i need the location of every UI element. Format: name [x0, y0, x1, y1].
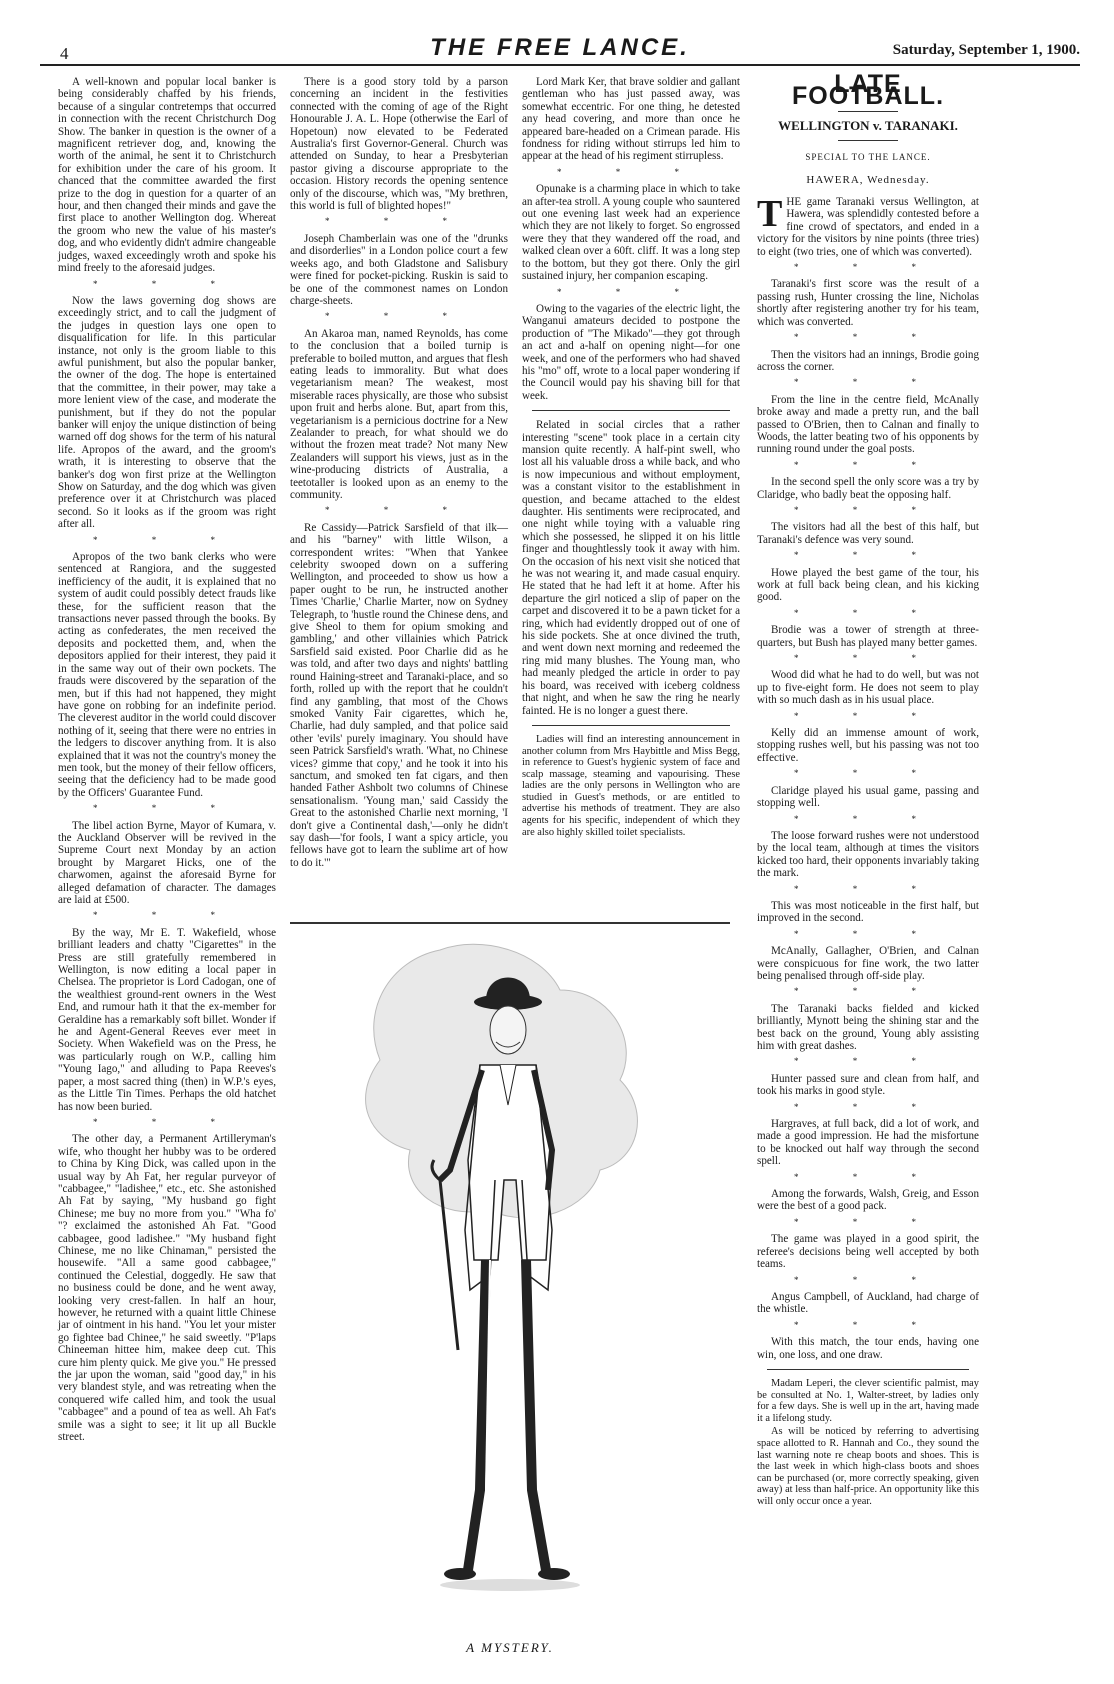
- paragraph: A well-known and popular local banker is being considerably chaffed by his friends, because of a singular contretemps that occurred in connection with the recent Christchurch Dog Show. The banker in question is the owner of a magnificent retriever dog, and, knowing the worth of the animal, he sent it to Christchurch for exhibition under the care of his groom. It chanced that the committee awarded the first prize to the dog in question for a quarter of an hour, and then changed their minds and gave the first place to another Wellington dog. Whereat the groom who new the value of his master's dog, and who evidently didn't admire changeable judges, waxed exceedingly wroth and spoke his mind freely to the aforesaid judges.: [58, 76, 276, 275]
- section-stars: * * *: [794, 550, 942, 561]
- masthead-title: THE FREE LANCE.: [430, 34, 690, 61]
- paragraph: Lord Mark Ker, that brave soldier and gallant gentleman who has just passed away, was somewhat eccentric. For one thing, he detested any head covering, and more than once he appeared bare-headed on a Crimean parade. His fondness for riding without stirrups led him to appear at the head of his regiment stirrupless.: [522, 76, 740, 163]
- section-stars: * * *: [794, 1056, 942, 1067]
- section-stars: * * *: [794, 1319, 942, 1330]
- section-stars: * * *: [93, 803, 241, 814]
- report-paragraph: The game was played in a good spirit, the referee's decisions being well accepted by both teams.: [757, 1233, 979, 1271]
- section-stars: * * *: [794, 1216, 942, 1227]
- report-paragraph: Angus Campbell, of Auckland, had charge of the whistle.: [757, 1290, 979, 1316]
- report-paragraph: From the line in the centre field, McAnally broke away and made a pretty run, and the ball passed to O'Brien, then to Calnan and finally to Woods, the latter beating two of his opponents by running round under the goal posts.: [757, 393, 979, 456]
- football-report: [757, 261, 979, 1361]
- paragraph: The other day, a Permanent Artilleryman's wife, who thought her hubby was to be ordered to China by King Dick, was called upon in the usual way by Ah Fat, her regular purveyor of "cabbagee," "ladishee," etc., etc. She astonished Ah Fat by saying, "My husband go fight Chinese; me buy no more from you." "Wha fo' "? exclaimed the astonished Ah Fat. "Good cabbagee, good ladishee." "My husband fight Chinese, me no like Chinaman," persisted the housewife. "All a same good cabbagee," continued the Celestial, doggedly. He saw that no business could be done, and he went away, looking very crest-fallen. In half an hour, however, he returned with a quaint little Chinese jar of ointment in his hand. "You let your mister go fightee bad Chinee," he said sweetly. "P'laps Chineeman hittee him, makee deep cut. This cure him plenty quick. Me give you." He pressed the jar upon the woman, said "good day," in his very blandest style, and was retreating when the conquered wife called him, and took the usual "cabbagee" and a pound of tea as well. Ah Fat's smile was a sight to see; it lit up all Buckle street.: [58, 1133, 276, 1444]
- page-header: [40, 32, 1080, 62]
- section-stars: * * *: [794, 377, 942, 388]
- notice: As will be noticed by referring to advertising space allotted to R. Hannah and Co., they sound the last warning note re cheap boots and shoes. This is the last week in which high-class boots and shoes can be purchased (or, more correctly speaking, given away) at less than half-price. An opportunity like this will only occur once a year.: [757, 1426, 979, 1507]
- report-paragraph: Howe played the best game of the tour, his work at full back being clean, and his kicking good.: [757, 566, 979, 604]
- section-stars: * * *: [794, 607, 942, 618]
- paragraph: Ladies will find an interesting announcement in another column from Mrs Haybittle and Miss Begg, in reference to Guest's hygienic system of face and scalp massage, steaming and vapourising. These ladies are the only persons in Wellington who are studied in Guest's methods, or are entitled to advertise his methods of treatment. They are also agents for his specific, independent of which they are also highly skilled toilet specialists.: [522, 733, 740, 838]
- lead-text: HE game Taranaki versus Wellington, at Hawera, was splendidly contested before a fine crowd of spectators, and ended in a victory for the visitors by nine points (three tries) to eight (two tries, one of which was converted).: [757, 196, 979, 258]
- report-paragraph: In the second spell the only score was a try by Claridge, who badly beat the opposing half.: [757, 476, 979, 501]
- section-stars: * * *: [794, 1274, 942, 1285]
- paragraph: There is a good story told by a parson concerning an incident in the festivities connected with the coming of age of the Right Honourable J. A. L. Hope (otherwise the Earl of Hopetoun) now elevated to be Federated Australia's first Governor-General. Church was attended on Sunday, to hear a Presbyterian pastor giving a discourse appropriate to the occasion. History records the opening sentence only of the discourse, which was, "My brethren, this world is full of blighted hopes!": [290, 76, 508, 213]
- section-stars: * * *: [794, 332, 942, 343]
- section-stars: * * *: [325, 505, 473, 516]
- page-number: 4: [60, 44, 69, 63]
- lead-paragraph: [757, 193, 979, 258]
- report-paragraph: Then the visitors had an innings, Brodie going across the corner.: [757, 348, 979, 373]
- headline: LATE FOOTBALL.: [791, 70, 945, 111]
- issue-date: Saturday, September 1, 1900.: [892, 42, 1080, 58]
- column-3: [522, 76, 740, 840]
- section-stars: * * *: [794, 710, 942, 721]
- report-paragraph: With this match, the tour ends, having one win, one loss, and one draw.: [757, 1336, 979, 1361]
- paragraph: Apropos of the two bank clerks who were sentenced at Rangiora, and the suggested inefficiency of the audit, it is explained that no system of audit could possibly detect frauds like these, for the sufficient reason that the transactions never passed through the books. By acting as confederates, the men received the deposits and pocketted them, and, when the depositors applied for their interest, they paid it in the same way out of their own pockets. The frauds were discovered by the separation of the men, but if this had not happened, they might have gone on robbing for an indefinite period. The cleverest auditor in the world could discover nothing of it, seeing that there were no entries in the ledgers to discover anything from. It is also explained that it was not the country's money the men took, but the money of their fellow officers, seeing that the deficiency had to be made good by the Officers' Guarantee Fund.: [58, 551, 276, 799]
- report-paragraph: Claridge played his usual game, passing and stopping well.: [757, 784, 979, 810]
- section-stars: * * *: [794, 262, 942, 273]
- subheadline: WELLINGTON v. TARANAKI.: [778, 117, 958, 133]
- report-paragraph: The visitors had all the best of this half, but Taranaki's defence was very sound.: [757, 521, 979, 546]
- paragraph: Owing to the vagaries of the electric light, the Wanganui amateurs decided to postpone the production of "The Mikado"—they got through an act and a-half on opening night—for one week, and one of the performers who had shaved his "mo" off, wrote to a local paper wondering if the Council would pay his shaving bill for that week.: [522, 302, 740, 402]
- report-paragraph: Hargraves, at full back, did a lot of work, and made a good impression. He had the misfortune to be knocked out half way through the second spell.: [757, 1118, 979, 1168]
- report-paragraph: McAnally, Gallagher, O'Brien, and Calnan were conspicuous for fine work, the two latter being penalised through off-side play.: [757, 945, 979, 982]
- column-1: [58, 76, 276, 1445]
- illustration-rule: [290, 922, 730, 924]
- header-rule: [40, 64, 1080, 66]
- section-stars: * * *: [93, 910, 241, 921]
- report-paragraph: The Taranaki backs fielded and kicked brilliantly, Mynott being the shining star and the best back on the ground, Young ably assisting him with great dashes.: [757, 1002, 979, 1052]
- paragraph: An Akaroa man, named Reynolds, has come to the conclusion that a boiled turnip is preferable to boiled mutton, and argues that flesh eating leads to immorality. But what does vegetarianism mean? The weakest, most miserable races physically, are those who subsist upon fruit and herbs alone. But, apart from this, vegetarianism is a pernicious doctrine for a New Zealander to preach, for what should we do without the frozen meat trade? Not many New Zealanders will support his views, just as in the wine-producing districts of Australia, a teetotaller is looked upon as an enemy to the community.: [290, 327, 508, 501]
- dateline: HAWERA, Wednesday.: [806, 173, 930, 186]
- report-paragraph: This was most noticeable in the first half, but improved in the second.: [757, 899, 979, 925]
- drop-cap: T: [757, 193, 783, 236]
- paragraph: Related in social circles that a rather interesting "scene" took place in a certain city mansion quite recently. A half-pint swell, who lost all his valuable dross a while back, and who is now impecunious and without employment, was a constant visitor to the establishment in question, and became attached to the eldest daughter. His sentiments were reciprocated, and one night while toying with a valuable ring which she possessed, he slipped it on his little finger and thoughtlessly took it away with him. On the occasion of his next visit she noticed that he was not wearing it, and made casual enquiry. He stated that he had left it at home. After his departure the girl noticed a slip of paper on the carpet and discovered it to be a pawn ticket for a ring, which had evidently dropped out of one of his side pockets. She at once divined the truth, and went down next morning and redeemed the ring mid many blushes. The Young man, who had meanly pledged the article in order to pay his board, was received with iceberg coldness that night, and when he saw the ring he nearly fainted. He is no longer a guest there.: [522, 419, 740, 717]
- paragraph: By the way, Mr E. T. Wakefield, whose brilliant leaders and chatty "Cigarettes" in the Press are still gratefully remembered in Wellington, is now editing a local paper in Chelsea. The proprietor is Lord Cadogan, one of the wealthiest ground-rent owners in the West End, and rumour hath it that the ex-member for Geraldine has a remarkably soft billet. Wonder if he and Agent-General Reeves ever meet in Society. When Wakefield was on the Press, he was particularly rough on W.P., calling him "Young Iago," and alluding to Papa Reeves's paper, a most sacred thing (then) in W.P.'s eyes, as the Little Tin Times. Perhaps the old hatchet has now been buried.: [58, 926, 276, 1113]
- subhead-rule: [838, 140, 898, 141]
- section-stars: * * *: [794, 1171, 942, 1182]
- section-stars: * * *: [794, 653, 942, 664]
- report-paragraph: Kelly did an immense amount of work, stopping rushes well, but his passing was not too effective.: [757, 727, 979, 764]
- paragraph: Opunake is a charming place in which to take an after-tea stroll. A young couple who sauntered out one evening last week had an experience which they are not likely to forget. So engrossed were they that they wandered off the road, and walked clean over a 60ft. cliff. It was a long step to the bottom, but they got there. Only the girl sustained injury, her companion escaping.: [522, 183, 740, 283]
- report-paragraph: Among the forwards, Walsh, Greig, and Esson were the best of a good pack.: [757, 1188, 979, 1213]
- section-rule: [532, 410, 730, 411]
- section-stars: * * *: [93, 1116, 241, 1127]
- section-stars: * * *: [794, 883, 942, 894]
- notice: Madam Leperi, the clever scientific palmist, may be consulted at No. 1, Walter-street, by ladies only for a few days. She is well up in the art, having made it a lifelong study.: [757, 1377, 979, 1424]
- paragraph: The libel action Byrne, Mayor of Kumara, v. the Auckland Observer will be revived in the Supreme Court next Monday by an action brought by Margaret Hicks, one of the charwomen, against the aforesaid Byrne for alleged defamation of character. The damages are laid at £500.: [58, 819, 276, 906]
- section-stars: * * *: [794, 768, 942, 779]
- section-stars: * * *: [794, 504, 942, 515]
- column-4: [757, 70, 979, 1509]
- report-paragraph: The loose forward rushes were not understood by the local team, although at times the visitors kicked too hard, their opponents invariably taking the mark.: [757, 829, 979, 880]
- section-stars: * * *: [794, 813, 942, 824]
- report-paragraph: Taranaki's first score was the result of a passing rush, Hunter crossing the line, Nicholas shortly after registering another try for his team, which was converted.: [757, 278, 979, 328]
- paragraph: Now the laws governing dog shows are exceedingly strict, and to call the judgment of the judges in question lays one open to disqualification for life. In this particular instance, not only is the groom liable to this awful punishment, but also the popular banker, the owner of the dog. The hope is entertained that the committee, in their power, may take a more lenient view of the case, and moderate the punishment, but if they do not the popular banker will enjoy the unique distinction of being warned off dog shows for the term of his natural life. Apropos of the award, and the groom's wrath, it is interesting to observe that the banker's dog won first prize at the Wellington Show on Saturday, and the dog which was given preference over it at Christchurch was placed second. So it looks as if the groom was right after all.: [58, 294, 276, 531]
- section-stars: * * *: [325, 216, 473, 227]
- report-paragraph: Wood did what he had to do well, but was not up to five-eight form. He does not seem to play with so much dash as in his usual place.: [757, 669, 979, 707]
- special-line: SPECIAL TO THE LANCE.: [805, 152, 931, 163]
- section-stars: * * *: [794, 1101, 942, 1112]
- section-stars: * * *: [557, 166, 705, 177]
- section-stars: * * *: [557, 286, 705, 297]
- section-stars: * * *: [93, 534, 241, 545]
- headline-rule: [838, 111, 898, 112]
- report-paragraph: Brodie was a tower of strength at three-quarters, but Bush has played many better games.: [757, 624, 979, 649]
- section-stars: * * *: [93, 278, 241, 289]
- section-stars: * * *: [794, 986, 942, 997]
- illustration-caption: A MYSTERY.: [466, 1640, 554, 1655]
- section-stars: * * *: [325, 311, 473, 322]
- column-2: [290, 76, 508, 871]
- paragraph: Joseph Chamberlain was one of the "drunks and disorderlies" in a London police court a few weeks ago, and both Gladstone and Salisbury were fined for pocket-picking. Ruskin is said to be one of the commonest names on London charge-sheets.: [290, 232, 508, 307]
- illustration-gentleman-figure: [290, 930, 730, 1630]
- section-stars: * * *: [794, 928, 942, 939]
- report-paragraph: Hunter passed sure and clean from half, and took his marks in good style.: [757, 1072, 979, 1098]
- paragraph: Re Cassidy—Patrick Sarsfield of that ilk—and his "barney" with little Wilson, a correspondent writes: "When that Yankee celebrity swooped down on a suffering Wellington, and proceeded to show us how a paper ought to be run, he instructed another Times 'Charlie,' Charlie Marter, now on Sydney Telegraph, to 'hustle round the Chinese dens, and give Sheol to them for opium smoking and gambling,' and other villainies which Patrick Sarsfield said existed. Poor Charlie did as he was told, and after two days and nights' battling round Haining-street and Taranaki-place, and so forth, rolled up with the report that he couldn't find any gambling, that most of the Chows smoked Vanity Fair cigarettes, which he, Charlie, had duly sampled, and that police said other 'evils' purely imaginary. You should have seen Patrick Sarsfield's wrath. 'What, no Chinese vices? gimme that copy,' and he took it into his sanctum, and smoked ten fat cigars, and then handed Father Ashbolt two columns of Chinese sensationalism. 'Young man,' said Cassidy the Great to the astonished Charlie next morning, 'I don't give a Continental dash,'—only he didn't say dash—'for fools, I want a spicy article, you fellows have got to learn the sublime art of how to do it.'": [290, 521, 508, 869]
- section-stars: * * *: [794, 459, 942, 470]
- section-rule: [767, 1369, 969, 1370]
- section-rule: [532, 725, 730, 726]
